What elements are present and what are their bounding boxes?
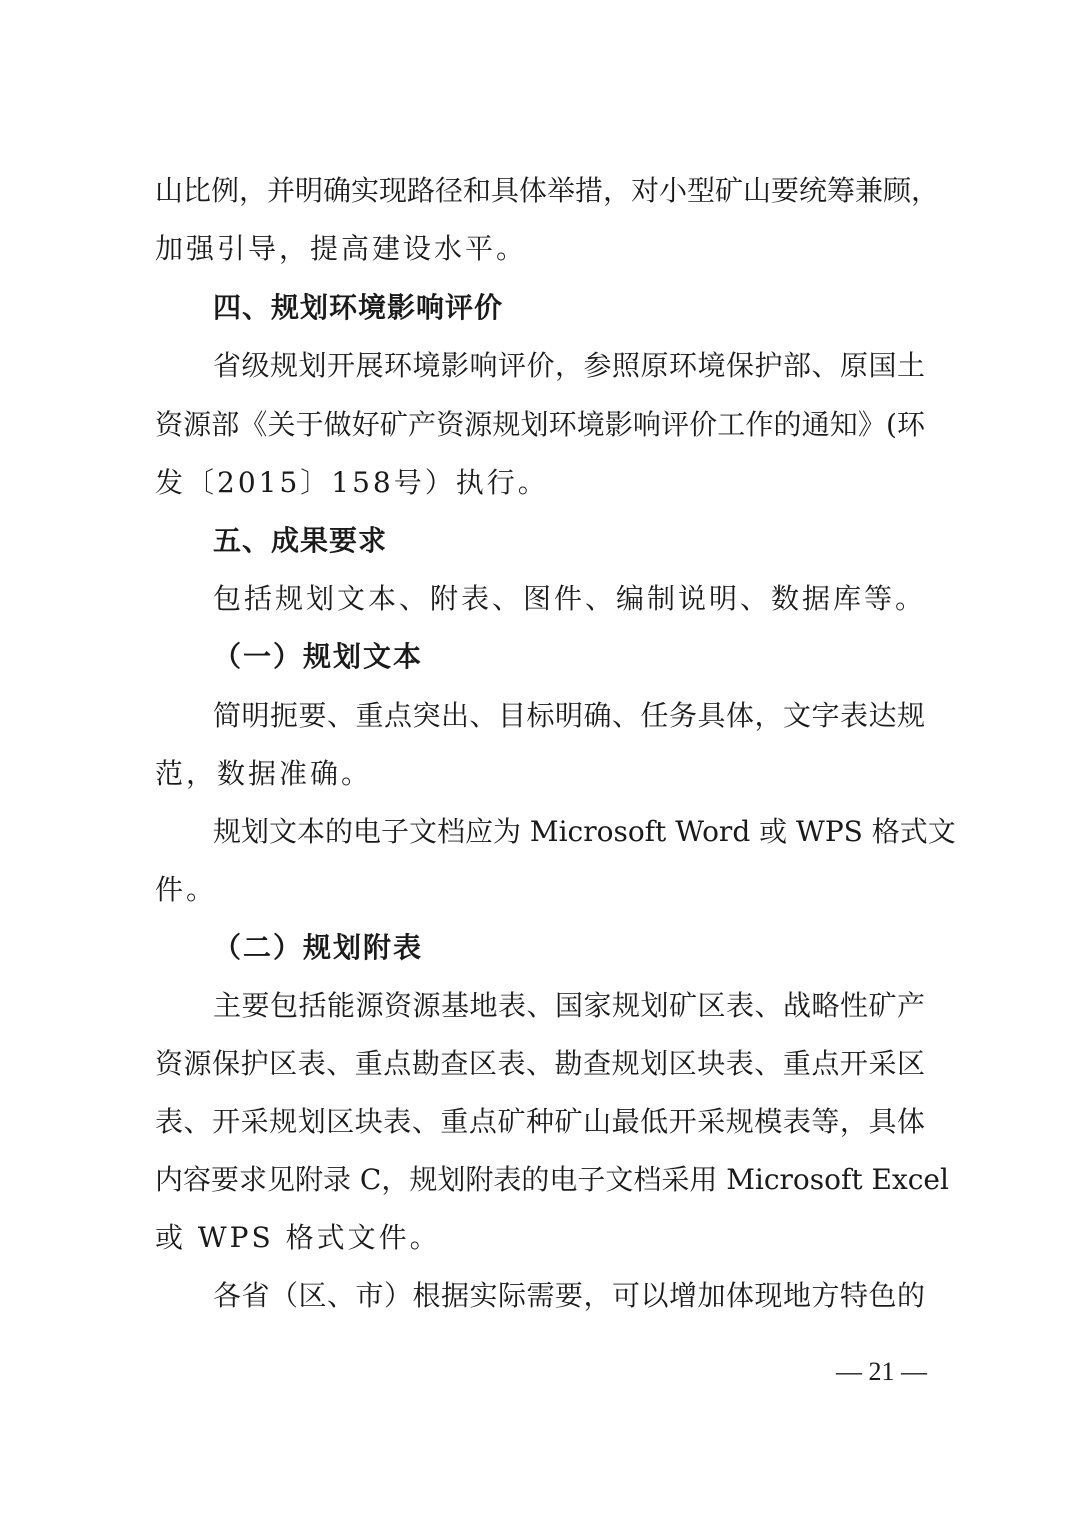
body-text-line: 资源保护区表、重点勘查区表、勘查规划区块表、重点开采区 (155, 1047, 925, 1080)
body-text-line: 规划文本的电子文档应为 Microsoft Word 或 WPS 格式文 (213, 815, 956, 848)
body-text-line: 山比例，并明确实现路径和具体举措，对小型矿山要统筹兼顾， (155, 174, 940, 207)
section-heading-environmental-assessment: 四、规划环境影响评价 (213, 291, 504, 324)
body-text-line: 范，数据准确。 (155, 757, 373, 790)
body-text-line: 包括规划文本、附表、图件、编制说明、数据库等。 (213, 582, 927, 615)
body-text-line: 省级规划开展环境影响评价，参照原环境保护部、原国土 (213, 349, 925, 382)
body-text-line: 发〔2015〕158号）执行。 (155, 466, 549, 499)
body-text-line: 简明扼要、重点突出、目标明确、任务具体，文字表达规 (213, 699, 925, 732)
body-text-line: 件。 (155, 873, 218, 906)
section-heading-deliverables: 五、成果要求 (213, 524, 388, 557)
body-text-line: 加强引导，提高建设水平。 (155, 232, 528, 265)
body-text-line: 主要包括能源资源基地表、国家规划矿区表、战略性矿产 (213, 989, 925, 1022)
body-text-line: 资源部《关于做好矿产资源规划环境影响评价工作的通知》(环 (155, 408, 925, 441)
subsection-heading-planning-text: （一）规划文本 (213, 640, 424, 673)
body-text-line: 内容要求见附录 C，规划附表的电子文档采用 Microsoft Excel (155, 1163, 949, 1196)
body-text-line: 或 WPS 格式文件。 (155, 1221, 441, 1254)
subsection-heading-planning-tables: （二）规划附表 (213, 931, 424, 964)
body-text-line: 各省（区、市）根据实际需要，可以增加体现地方特色的 (213, 1279, 925, 1312)
page-number: — 21 — (836, 1357, 927, 1386)
body-text-line: 表、开采规划区块表、重点矿种矿山最低开采规模表等，具体 (155, 1105, 925, 1138)
